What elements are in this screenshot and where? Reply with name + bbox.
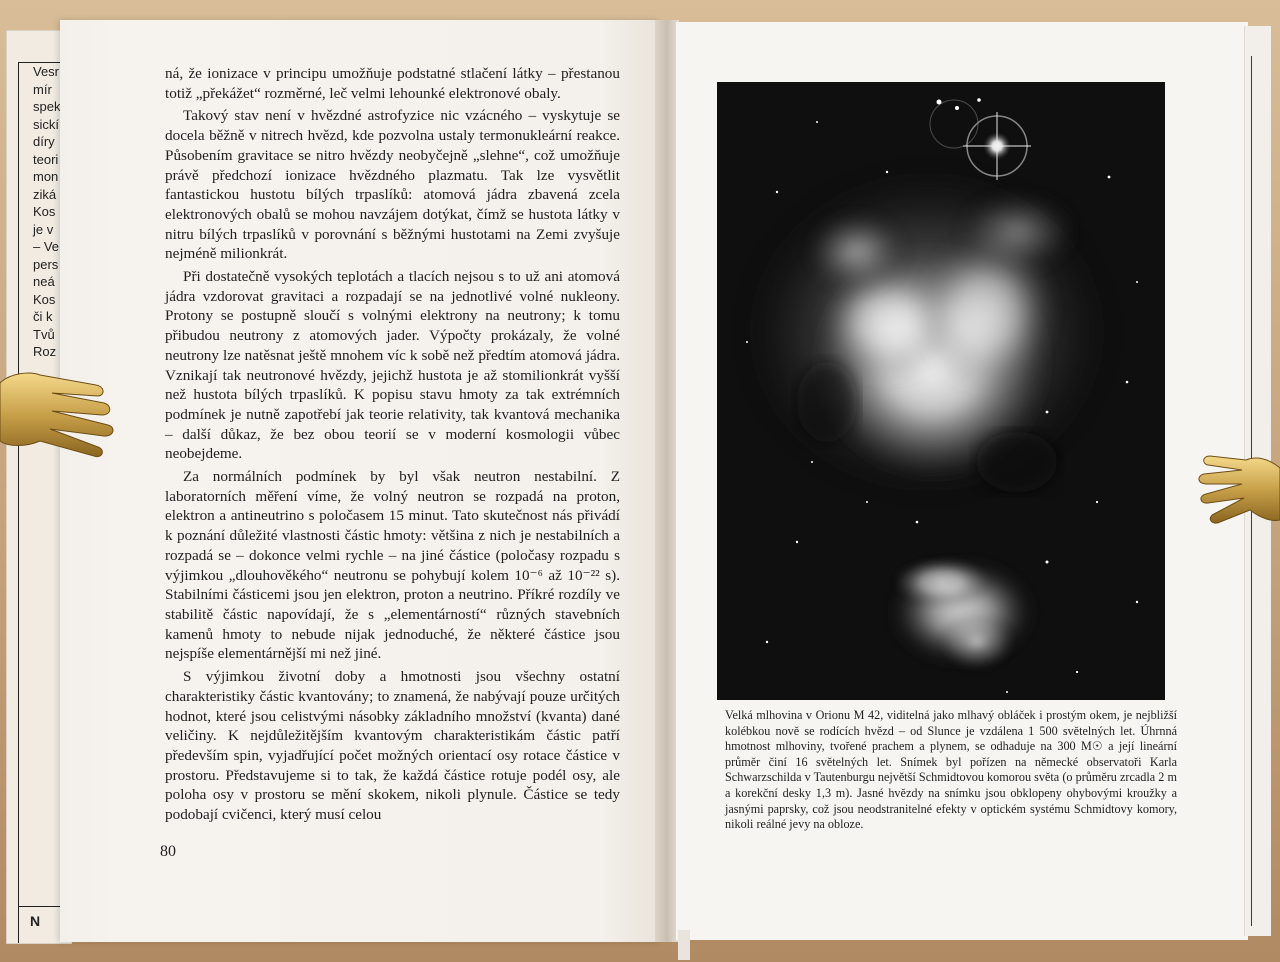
previous-page-line: Kos bbox=[33, 291, 56, 307]
page-corner bbox=[678, 930, 690, 960]
paragraph: ná, že ionizace v principu umožňuje podstatné stlačení látky – přestanou totiž „překážet“ rozměrné, leč velmi lehounké elektronové obaly. bbox=[165, 65, 620, 102]
previous-page-line: mír bbox=[33, 81, 52, 97]
previous-page-text bbox=[18, 62, 63, 943]
previous-page-line: spek bbox=[33, 99, 61, 114]
previous-page-line: mon bbox=[33, 169, 59, 184]
previous-page-line: či k bbox=[33, 309, 53, 324]
orion-nebula-photo bbox=[717, 82, 1165, 700]
previous-page-line: ziká bbox=[33, 186, 57, 202]
previous-page-line: teori bbox=[33, 151, 59, 167]
previous-page-line: – Ve bbox=[33, 239, 60, 254]
previous-page-line: Vesr bbox=[33, 64, 60, 79]
previous-page-line: díry bbox=[33, 134, 55, 149]
paragraph: Takový stav není v hvězdné astrofyzice nic vzácného – vyskytuje se docela běžně v nitrech hvězd, kde pozvolna ustaly termonukleární reakce. Působením gravitace se nitro hvězdy neobyčejně „slehne“, což umožňuje právě předchozí ionizace hvězdného plazmatu. Tak lze vysvětlit fantastickou hustotu bílých trpaslíků: atomová jádra zbavená zcela elektronových obalů se mohou navzájem dotýkat, čímž se hustota látky v nitru bílých trpaslíků v porovnání s běžnými hustotami na Zemi zvyšuje nejméně milionkrát. bbox=[165, 107, 620, 263]
page-number: 80 bbox=[160, 843, 176, 860]
previous-page-footer-letter: N bbox=[30, 913, 41, 929]
previous-page-line: Tvů bbox=[33, 326, 55, 342]
previous-page-line: je v bbox=[33, 221, 54, 237]
previous-page-line: neá bbox=[33, 274, 55, 289]
paragraph: Při dostatečně vysokých teplotách a tlacích nejsou s to už ani atomová jádra vzdorovat gravitaci a rozpadají se na jednotlivé volné nukleony. Protony se postupně sloučí s volnými elektrony na neutrony; k tomu přibudou neutrony z atomových jader. Výpočty prokázaly, že volné neutrony lze natěsnat ještě mnohem víc k sobě než předtím atomová jádra. Vznikají tak neutronové hvězdy, jejichž hustota je až stomilionkrát vyšší než hustota bílých trpaslíků. K popisu stavu hmoty za tak extrémních podmínek je nutně zapotřebí jak teorie relativity, tak kvantová mechanika – další důkaz, že bez obou teorií se v moderní kosmologii vůbec neobejdeme. bbox=[165, 268, 620, 463]
previous-page-line: pers bbox=[33, 256, 59, 272]
left-page-body-text bbox=[165, 64, 620, 825]
photo-caption: Velká mlhovina v Orionu M 42, viditelná jako mlhavý obláček i prostým okem, je nejbližší kolébkou nově se rodících hvězd – od Slunce je vzdálena 1 500 světelných let. Úhrnná hmotnost mlhoviny, tvořené prachem a plynem, se odhaduje na 300 M☉ a její lineární průměr činí 16 světelných let. Snímek byl pořízen na německé observatoři Karla Schwarzschilda v Tautenburgu největší Schmidtovou komorou světa (o průměru zrcadla 2 m a korekční desky 1,3 m). Jasné hvězdy na snímku jsou obklopeny ohybovými kroužky a jasnými paprsky, což jsou neodstranitelné efekty v optickém systému Schmidtovy komory, nikoli reálné jevy na obloze. bbox=[725, 708, 1177, 832]
previous-page-line: sickí bbox=[33, 116, 59, 132]
previous-page-line: Kos bbox=[33, 204, 56, 219]
paragraph: Za normálních podmínek by byl však neutron nestabilní. Z laboratorních měření víme, že volný neutron se rozpadá na proton, elektron a antineutrino s poločasem 15 minut. Tato skutečnost nás přivádí k poznání důležité vlastnosti částic hmoty: většina z nich je nestabilních a rozpadá se – dokonce velmi rychle – na jiné částice (poločasy rozpadu s výjimkou „dlouhověkého“ neutronu se pohybují kolem 10⁻⁶ až 10⁻²² s). Stabilními částicemi jsou jen elektron, proton a neutrino. Příkré rozdíly ve stabilitě částic napovídají, že s „elementárností“ různých stavebních kamenů hmoty to nebude nijak jednoduché, že některé částice jsou nejspíše elementárnější mi než jiné. bbox=[165, 468, 620, 663]
brass-hand-clip-right bbox=[1196, 448, 1280, 550]
paragraph: S výjimkou životní doby a hmotnosti jsou všechny ostatní charakteristiky částic kvantovány; to znamená, že nabývají pouze určitých hodnot, které jsou celistvými násobky základního množství (kvanta) dané veličiny. K nejdůležitějším kvantovým charakteristikám částic patří především spin, vyjadřující počet možných orientací osy rotace částice v prostoru. Představujeme si to tak, že každá částice rotuje podél osy, ale poloha osy v prostoru se mění skokem, nikoli plynule. Částice se tedy podobají cvičenci, který musí celou bbox=[165, 668, 620, 824]
brass-hand-clip-left bbox=[0, 355, 122, 467]
previous-page-footer bbox=[18, 906, 62, 939]
previous-page-line: Roz bbox=[33, 344, 57, 359]
